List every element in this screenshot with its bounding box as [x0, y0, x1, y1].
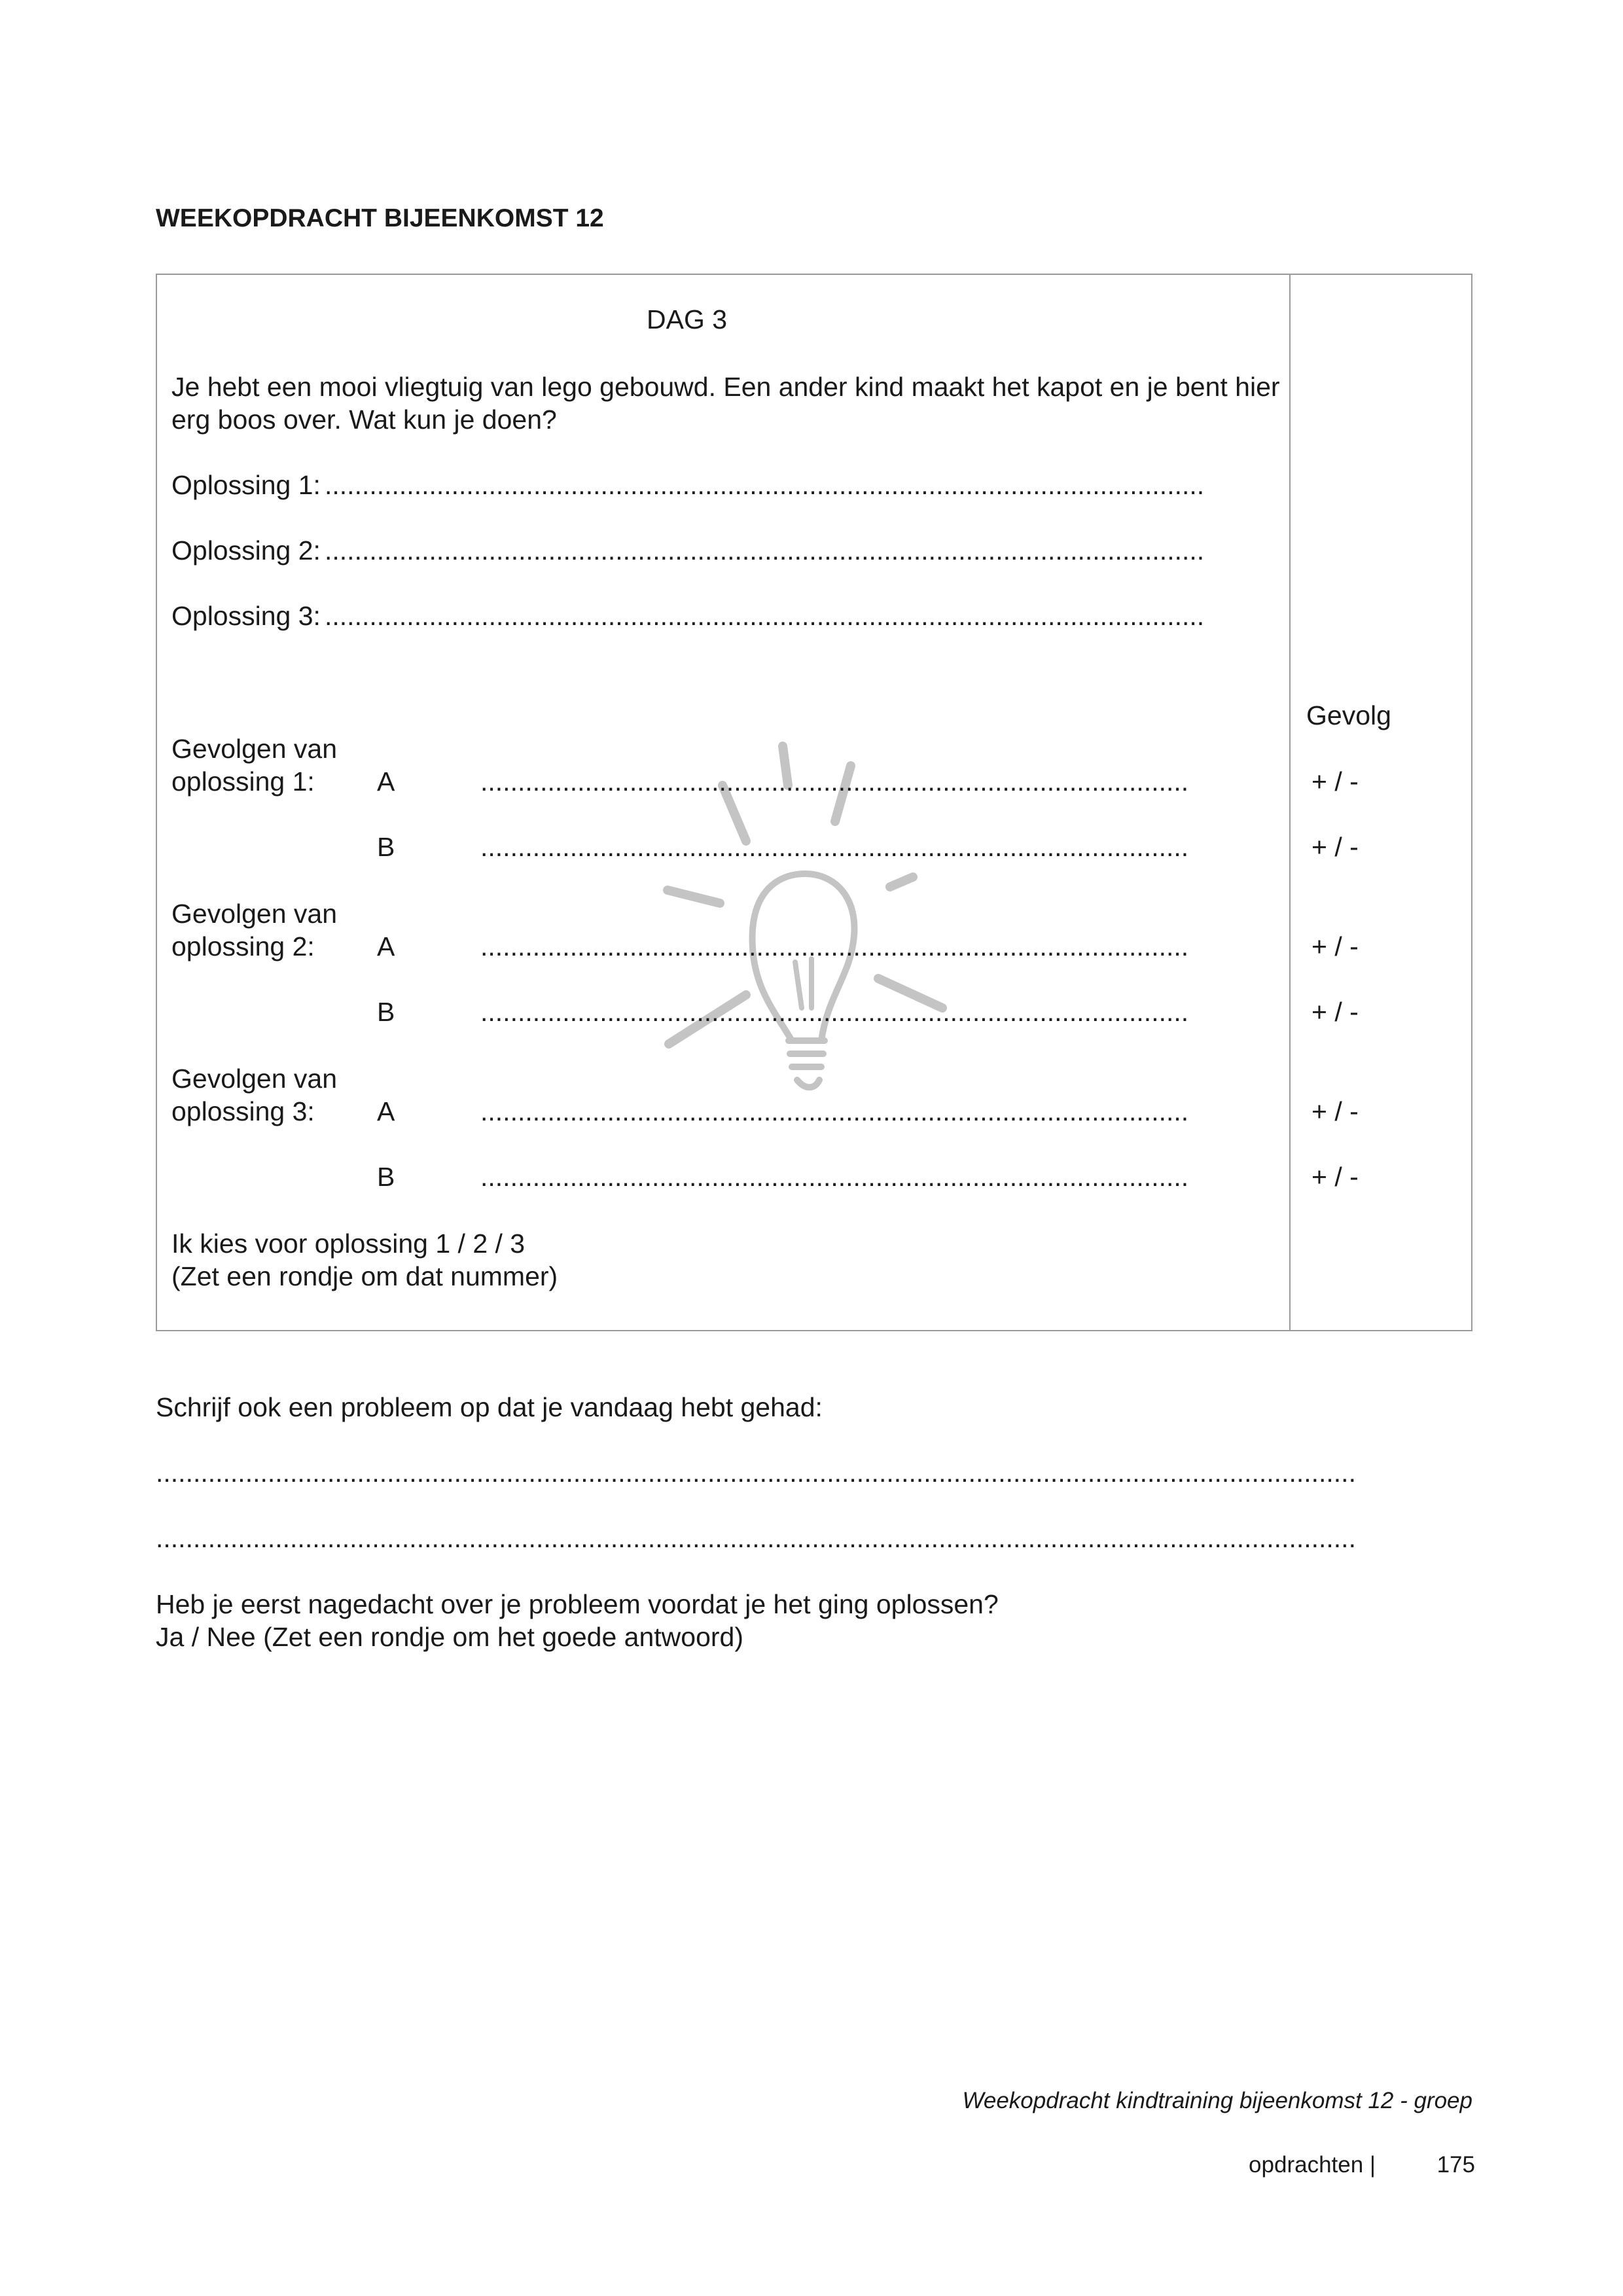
consequence-3b-answer-line[interactable]: ...............................................................................................: [480, 1162, 1189, 1192]
solution-1-label: Oplossing 1:: [171, 470, 321, 500]
consequence-3-heading: Gevolgen van: [171, 1064, 338, 1094]
consequence-2b-label: B: [377, 997, 395, 1027]
solution-2-label: Oplossing 2:: [171, 535, 321, 565]
consequence-3a-rating[interactable]: + / -: [1311, 1096, 1359, 1126]
solution-3-answer-line[interactable]: ......................................................................................................................: [325, 601, 1205, 631]
consequence-2-subheading: oplossing 2:: [171, 931, 315, 961]
solution-2-answer-line[interactable]: ......................................................................................................................: [325, 535, 1205, 565]
consequence-3a-answer-line[interactable]: ...............................................................................................: [480, 1096, 1189, 1126]
reflection-question: Heb je eerst nagedacht over je probleem voordat je het ging oplossen?: [156, 1589, 999, 1619]
consequence-2a-rating[interactable]: + / -: [1311, 931, 1359, 961]
footer-title: Weekopdracht kindtraining bijeenkomst 12 - groep: [962, 2088, 1472, 2113]
consequence-1-heading: Gevolgen van: [171, 734, 338, 764]
scenario-text-line1: Je hebt een mooi vliegtuig van lego gebouwd. Een ander kind maakt het kapot en je bent hier: [171, 372, 1280, 402]
reflection-answer[interactable]: Ja / Nee (Zet een rondje om het goede antwoord): [156, 1622, 743, 1652]
page-number: 175: [1436, 2152, 1475, 2178]
solution-3-label: Oplossing 3:: [171, 601, 321, 631]
problem-answer-line-2[interactable]: .................................................................................................................................................................: [156, 1523, 1356, 1553]
choice-line[interactable]: Ik kies voor oplossing 1 / 2 / 3: [171, 1229, 526, 1259]
choice-instruction: (Zet een rondje om dat nummer): [171, 1261, 558, 1291]
page-title: WEEKOPDRACHT BIJEENKOMST 12: [156, 204, 604, 232]
consequence-2-heading: Gevolgen van: [171, 899, 338, 929]
solution-1-answer-line[interactable]: ......................................................................................................................: [325, 470, 1205, 500]
consequence-1a-label: A: [377, 766, 395, 797]
problem-answer-line-1[interactable]: .................................................................................................................................................................: [156, 1458, 1356, 1488]
column-divider: [1289, 274, 1291, 1331]
consequence-1a-rating[interactable]: + / -: [1311, 766, 1359, 797]
consequence-2a-label: A: [377, 931, 395, 961]
consequence-3b-rating[interactable]: + / -: [1311, 1162, 1359, 1192]
day-label: DAG 3: [647, 304, 728, 334]
consequence-2a-answer-line[interactable]: ...............................................................................................: [480, 931, 1189, 961]
footer-section: opdrachten |: [1249, 2152, 1376, 2178]
consequence-2b-rating[interactable]: + / -: [1311, 997, 1359, 1027]
consequence-1-subheading: oplossing 1:: [171, 766, 315, 797]
consequence-2b-answer-line[interactable]: ...............................................................................................: [480, 997, 1189, 1027]
consequence-3-subheading: oplossing 3:: [171, 1096, 315, 1126]
consequence-1b-label: B: [377, 832, 395, 862]
consequence-3b-label: B: [377, 1162, 395, 1192]
gevolg-header: Gevolg: [1306, 700, 1391, 730]
consequence-1b-rating[interactable]: + / -: [1311, 832, 1359, 862]
problem-prompt: Schrijf ook een probleem op dat je vandaag hebt gehad:: [156, 1392, 823, 1422]
consequence-1b-answer-line[interactable]: ...............................................................................................: [480, 832, 1189, 862]
consequence-1a-answer-line[interactable]: ...............................................................................................: [480, 766, 1189, 797]
consequence-3a-label: A: [377, 1096, 395, 1126]
scenario-text-line2: erg boos over. Wat kun je doen?: [171, 404, 557, 435]
